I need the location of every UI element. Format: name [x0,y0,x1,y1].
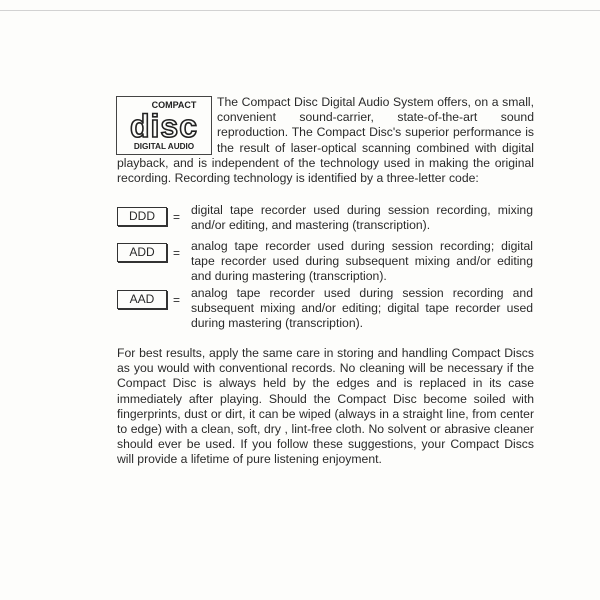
code-box: AAD [117,290,167,309]
code-description: analog tape recorder used during session recording and subsequent mixing and/or editing; digital tape recorder used during mastering (transcription). [191,286,533,331]
top-rule [0,10,600,11]
equals-sign: = [173,293,181,307]
intro-text: The Compact Disc Digital Audio System offers, on a small, convenient sound-carrier, state-of-the-art sound reproduction. The Compact Disc's superior performance is the result of laser-optical scanning combined with digital playback, and is independent of the technology used in making the original recording. Recording technology is identified by a three-letter code: [117,95,534,186]
compact-disc-logo-graphic [117,97,211,154]
equals-sign: = [173,210,181,224]
logo-digital-audio-text: DIGITAL AUDIO [133,142,195,151]
code-description: digital tape recorder used during session recording, mixing and/or editing, and mastering (transcription). [191,203,533,233]
equals-sign: = [173,246,181,260]
code-description: analog tape recorder used during session recording; digital tape recorder used during subsequent mixing and/or editing and during mastering (transcription). [191,239,533,284]
compact-disc-logo [116,96,212,155]
logo-compact-text: COMPACT [151,100,197,110]
code-box: ADD [117,243,167,262]
code-box: DDD [117,207,167,226]
care-paragraph: For best results, apply the same care in storing and handling Compact Discs as you would with conventional records. No cleaning will be necessary if the Compact Disc is always held by the edges and is replaced in its case immediately after playing. Should the Compact Disc become soiled with fingerprints, dust or dirt, it can be wiped (always in a straight line, from center to edge) with a clean, soft, dry , lint-free cloth. No solvent or abrasive cleaner should ever be used. If you follow these suggestions, your Compact Discs will provide a lifetime of pure listening enjoyment. [117,346,534,467]
logo-disc-text: disc [129,108,199,144]
